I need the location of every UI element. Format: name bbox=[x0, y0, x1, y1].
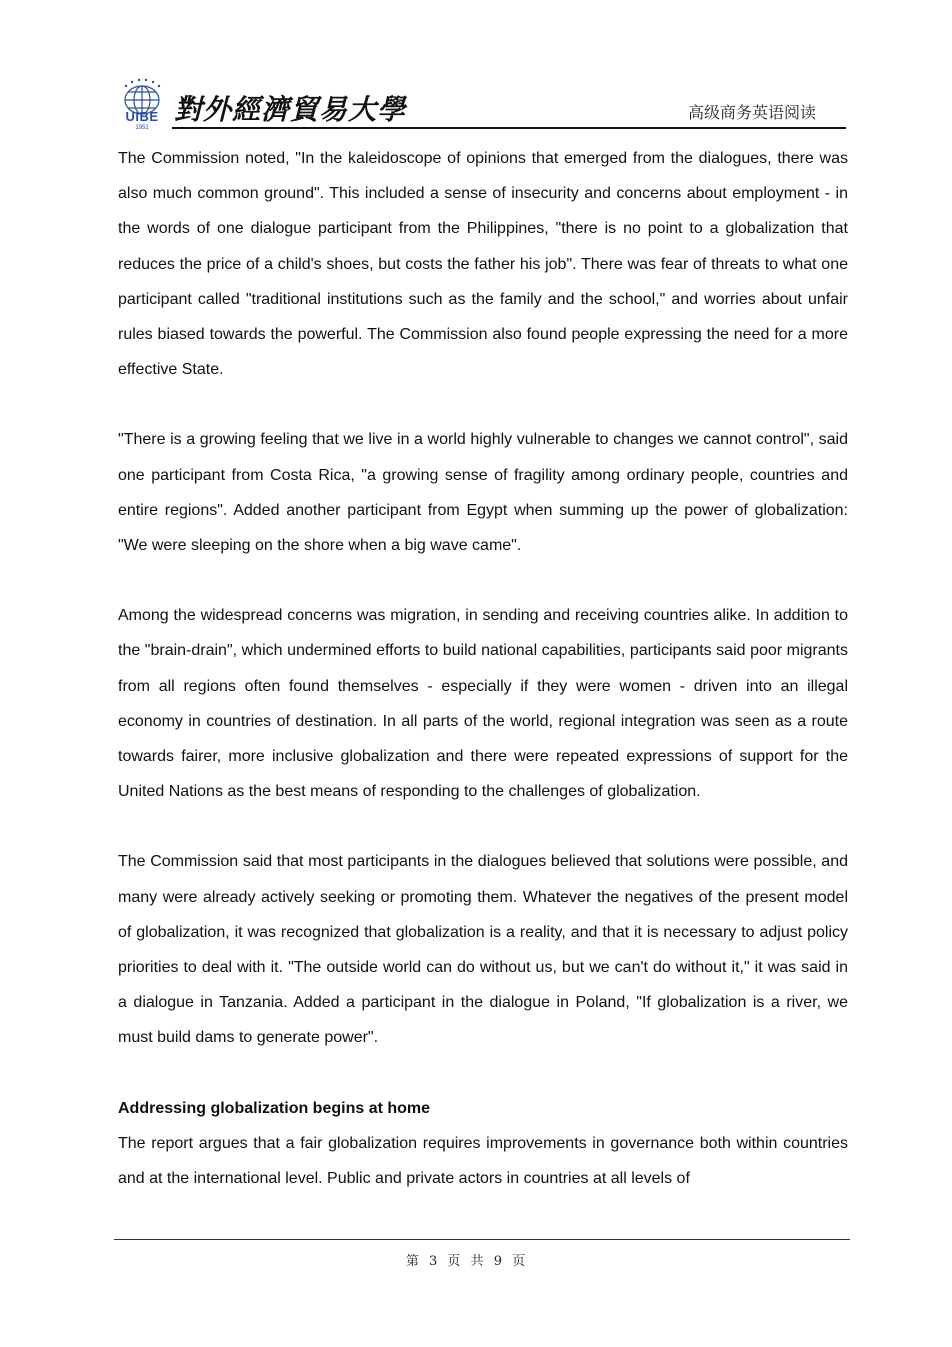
footer-divider bbox=[114, 1239, 850, 1240]
body-paragraph: The Commission noted, "In the kaleidoscope of opinions that emerged from the dialogues, there was also much common ground". This included a sense of insecurity and concerns about employment - in the words of one dialogue participant from the Philippines, "there is no point to a globalization that reduces the price of a child's shoes, but costs the father his job". There was fear of threats to what one participant called "traditional institutions such as the family and the school," and worries about unfair rules biased towards the powerful. The Commission also found people expressing the need for a more effective State. bbox=[118, 150, 848, 379]
body-paragraph: Among the widespread concerns was migration, in sending and receiving countries alike. In addition to the "brain-drain", which undermined efforts to build national capabilities, participants said poor migrants from all regions often found themselves - especially if they were women - driven into an illegal economy in countries of destination. In all parts of the world, regional integration was seen as a route towards fairer, more inclusive globalization and there were repeated expressions of support for the United Nations as the best means of responding to the challenges of globalization. bbox=[118, 607, 848, 801]
university-name-logo: 對外經濟貿易大學 bbox=[174, 93, 407, 126]
page-number: 第 3 页 共 9 页 bbox=[405, 1254, 529, 1269]
section-heading: Addressing globalization begins at home bbox=[118, 1099, 431, 1117]
course-title: 高级商务英语阅读 bbox=[687, 105, 816, 122]
document-body bbox=[118, 141, 848, 1196]
body-paragraph: "There is a growing feeling that we live in a world highly vulnerable to changes we cannot control", said one participant from Costa Rica, "a growing sense of fragility among ordinary people, countries and entire regions". Added another participant from Egypt when summing up the power of globalization: "We were sleeping on the shore when a big wave came". bbox=[118, 431, 848, 555]
body-paragraph: The Commission said that most participants in the dialogues believed that solutions were possible, and many were already actively seeking or promoting them. Whatever the negatives of the present model of globalization, it was recognized that globalization is a reality, and that it is necessary to adjust policy priorities to deal with it. "The outside world can do without us, but we can't do without it," it was said in a dialogue in Tanzania. Added a participant in the dialogue in Poland, "If globalization is a river, we must build dams to generate power". bbox=[118, 853, 848, 1047]
logo-year: 1951 bbox=[135, 125, 149, 130]
logo-abbr: UIBE bbox=[125, 109, 159, 124]
header-divider bbox=[172, 127, 846, 129]
university-emblem-icon bbox=[116, 78, 168, 130]
section-paragraph: The report argues that a fair globalization requires improvements in governance both within countries and at the international level. Public and private actors in countries at all levels of bbox=[118, 1134, 848, 1188]
page-header bbox=[112, 78, 848, 130]
